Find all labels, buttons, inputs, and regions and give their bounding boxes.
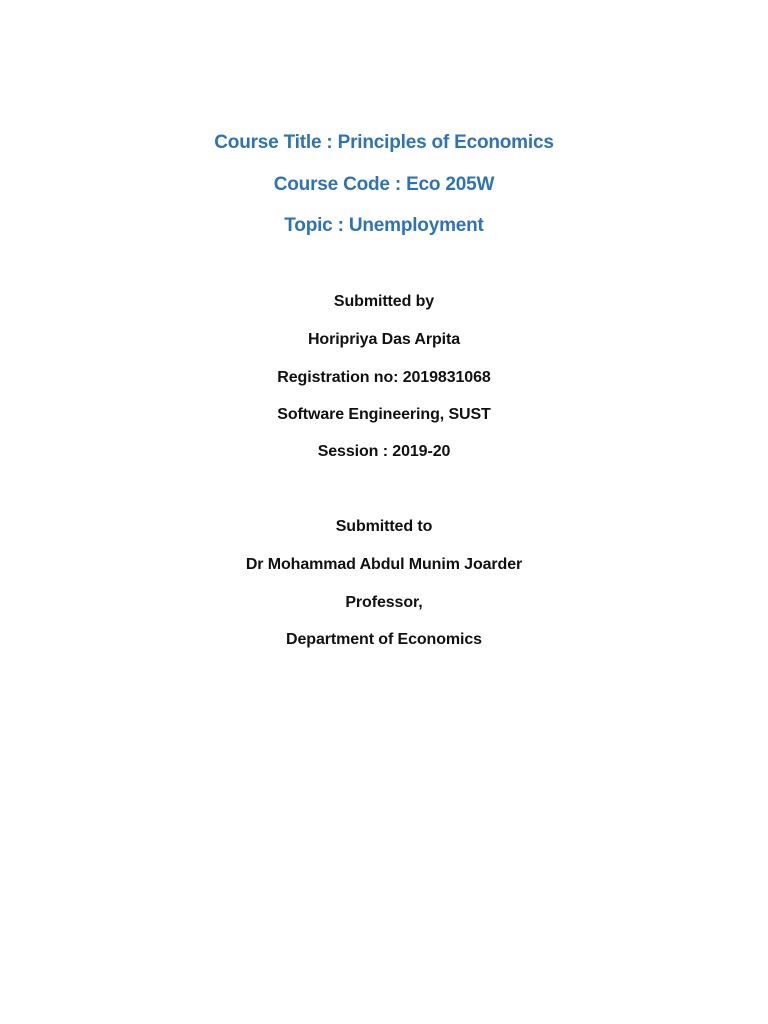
submitted-by-label: Submitted by — [333, 293, 435, 310]
student-department: Software Engineering, SUST — [277, 406, 491, 423]
registration-number: Registration no: 2019831068 — [277, 369, 491, 386]
submitted-to-label: Submitted to — [335, 518, 433, 535]
session: Session : 2019-20 — [317, 443, 451, 460]
course-topic: Topic : Unemployment — [284, 215, 484, 236]
supervisor-name: Dr Mohammad Abdul Munim Joarder — [245, 556, 523, 573]
supervisor-designation: Professor, — [345, 594, 423, 611]
course-code: Course Code : Eco 205W — [273, 174, 495, 195]
supervisor-department: Department of Economics — [286, 631, 482, 648]
course-title: Course Title : Principles of Economics — [214, 132, 554, 153]
student-name: Horipriya Das Arpita — [307, 331, 461, 348]
